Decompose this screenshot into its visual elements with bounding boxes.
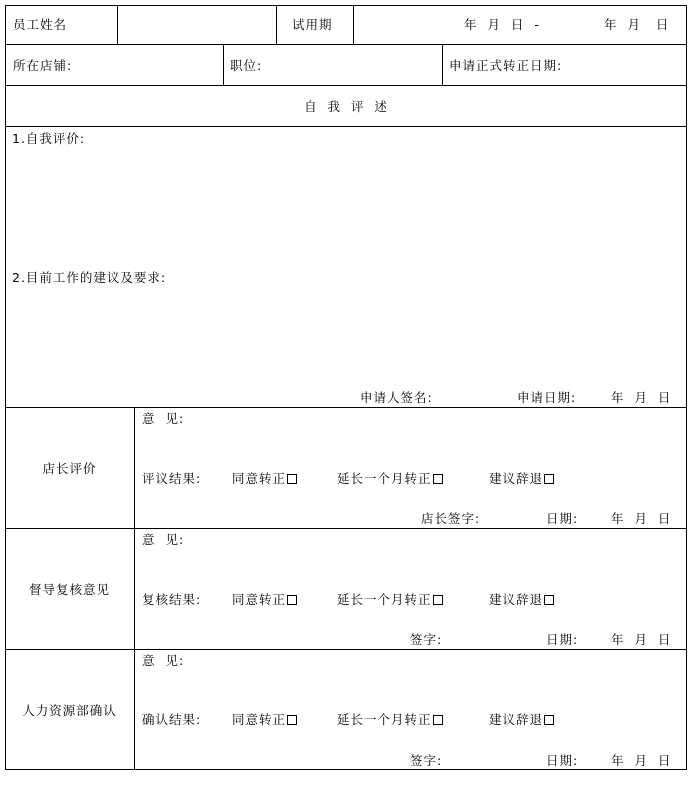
checkbox-icon[interactable] [433, 474, 443, 484]
hr-confirmation-title: 人力资源部确认 [22, 703, 117, 718]
col-divider [442, 44, 443, 86]
row-divider [5, 85, 687, 86]
hr-result-label: 确认结果: [142, 712, 202, 727]
option-label: 建议辞退 [489, 712, 544, 727]
option-label: 延长一个月转正 [337, 471, 432, 486]
col-divider [276, 5, 277, 45]
store-manager-review-title: 店长评价 [42, 461, 97, 476]
manager-date-label: 日期: [546, 511, 579, 526]
supervisor-review-title: 督导复核意见 [28, 582, 110, 597]
supervisor-signature-label: 签字: [410, 632, 443, 647]
manager-result-label: 评议结果: [142, 471, 202, 486]
supervisor-option-dismiss[interactable] [489, 592, 554, 607]
probation-start-date[interactable]: 年 月 日 - [464, 17, 540, 32]
option-label: 延长一个月转正 [337, 592, 432, 607]
probation-end-date[interactable]: 年 月 日 [604, 17, 670, 32]
manager-option-extend[interactable] [337, 471, 443, 486]
row-divider [5, 528, 687, 529]
hr-opinion-label: 意 见: [142, 653, 185, 668]
table-border-left [5, 5, 6, 770]
hr-date-label: 日期: [546, 753, 579, 768]
option-label: 同意转正 [232, 712, 287, 727]
employee-name-field[interactable] [118, 7, 275, 43]
hr-date-ymd: 年 月 日 [611, 753, 672, 768]
hr-signature-label: 签字: [410, 753, 443, 768]
application-date-ymd: 年 月 日 [611, 390, 672, 405]
row-divider [5, 126, 687, 127]
employee-name-label: 员工姓名 [13, 17, 68, 32]
probation-label: 试用期 [292, 17, 333, 32]
hr-option-extend[interactable] [337, 712, 443, 727]
checkbox-icon[interactable] [544, 715, 554, 725]
application-date-label: 申请日期: [517, 390, 577, 405]
checkbox-icon[interactable] [433, 595, 443, 605]
applicant-signature-label: 申请人签名: [360, 390, 433, 405]
row-divider [5, 44, 687, 45]
supervisor-date-ymd: 年 月 日 [611, 632, 672, 647]
manager-date-ymd: 年 月 日 [611, 511, 672, 526]
option-label: 建议辞退 [489, 592, 544, 607]
col-divider [223, 44, 224, 86]
col-divider [134, 407, 135, 770]
table-border-top [5, 5, 687, 6]
work-suggestions-label: 2.目前工作的建议及要求: [12, 270, 167, 285]
manager-signature-label: 店长签字: [421, 511, 481, 526]
self-review-title: 自 我 评 述 [304, 99, 388, 114]
checkbox-icon[interactable] [433, 715, 443, 725]
store-label: 所在店铺: [13, 58, 73, 73]
supervisor-option-agree[interactable] [232, 592, 297, 607]
supervisor-result-label: 复核结果: [142, 592, 202, 607]
supervisor-date-label: 日期: [546, 632, 579, 647]
table-border-bottom [5, 769, 687, 770]
option-label: 延长一个月转正 [337, 712, 432, 727]
option-label: 同意转正 [232, 471, 287, 486]
supervisor-opinion-label: 意 见: [142, 532, 185, 547]
checkbox-icon[interactable] [287, 715, 297, 725]
hr-option-agree[interactable] [232, 712, 297, 727]
table-border-right [686, 5, 687, 770]
supervisor-option-extend[interactable] [337, 592, 443, 607]
self-evaluation-label: 1.自我评价: [12, 131, 86, 146]
checkbox-icon[interactable] [287, 474, 297, 484]
hr-option-dismiss[interactable] [489, 712, 554, 727]
checkbox-icon[interactable] [544, 595, 554, 605]
manager-opinion-label: 意 见: [142, 411, 185, 426]
checkbox-icon[interactable] [287, 595, 297, 605]
position-label: 职位: [230, 58, 263, 73]
probation-review-form [5, 5, 687, 770]
option-label: 同意转正 [232, 592, 287, 607]
checkbox-icon[interactable] [544, 474, 554, 484]
manager-option-dismiss[interactable] [489, 471, 554, 486]
option-label: 建议辞退 [489, 471, 544, 486]
col-divider [353, 5, 354, 45]
apply-regular-date-label: 申请正式转正日期: [449, 58, 563, 73]
row-divider [5, 407, 687, 408]
row-divider [5, 649, 687, 650]
manager-option-agree[interactable] [232, 471, 297, 486]
